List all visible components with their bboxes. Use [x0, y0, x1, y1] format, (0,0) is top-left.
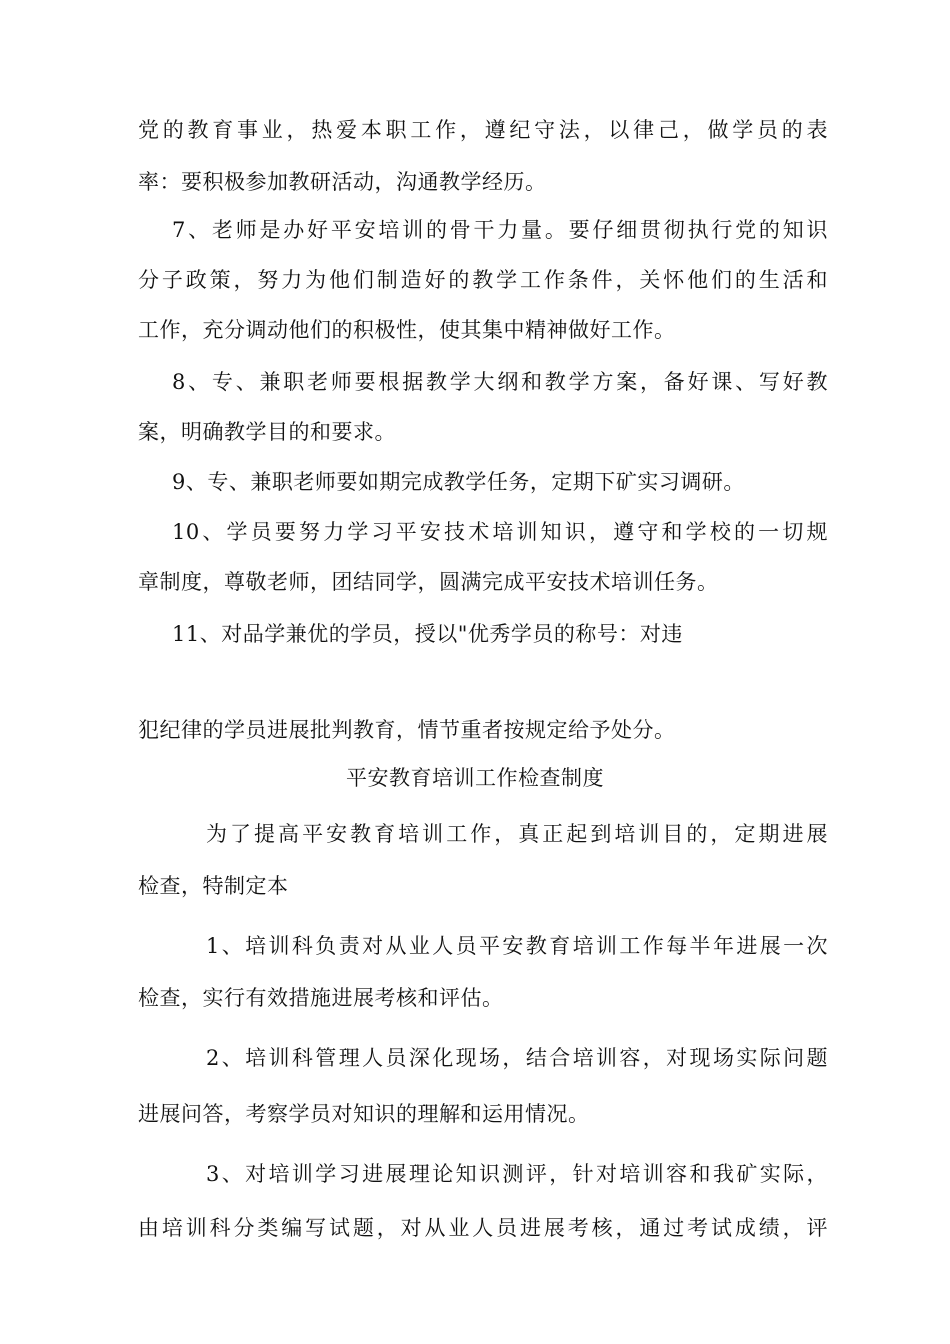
paragraph-line: 分子政策，努力为他们制造好的教学工作条件，关怀他们的生活和 — [138, 268, 828, 292]
paragraph-line: 率：要积极参加教研活动，沟通教学经历。 — [138, 170, 547, 194]
paragraph-line: 工作，充分调动他们的积极性，使其集中精神做好工作。 — [138, 318, 676, 342]
paragraph-line: 9、专、兼职老师要如期完成教学任务，定期下矿实习调研。 — [172, 470, 745, 494]
paragraph-line: 检查，特制定本 — [138, 874, 289, 898]
paragraph-line: 由培训科分类编写试题，对从业人员进展考核，通过考试成绩，评 — [138, 1216, 828, 1240]
paragraph-line: 8、专、兼职老师要根据教学大纲和教学方案，备好课、写好教 — [172, 370, 828, 394]
paragraph-line: 7、老师是办好平安培训的骨干力量。要仔细贯彻执行党的知识 — [172, 218, 828, 242]
paragraph-line: 为了提高平安教育培训工作，真正起到培训目的，定期进展 — [206, 822, 828, 846]
paragraph-line: 10、学员要努力学习平安技术培训知识，遵守和学校的一切规 — [172, 520, 828, 544]
paragraph-line: 1、培训科负责对从业人员平安教育培训工作每半年进展一次 — [206, 934, 828, 958]
paragraph-line: 进展问答，考察学员对知识的理解和运用情况。 — [138, 1102, 590, 1126]
section-title: 平安教育培训工作检查制度 — [346, 766, 604, 790]
paragraph-line: 案，明确教学目的和要求。 — [138, 420, 396, 444]
paragraph-line: 2、培训科管理人员深化现场，结合培训容，对现场实际问题 — [206, 1046, 828, 1070]
paragraph-line: 犯纪律的学员进展批判教育，情节重者按规定给予处分。 — [138, 718, 676, 742]
paragraph-line: 章制度，尊敬老师，团结同学，圆满完成平安技术培训任务。 — [138, 570, 719, 594]
paragraph-line: 检查，实行有效措施进展考核和评估。 — [138, 986, 504, 1010]
paragraph-line: 11、对品学兼优的学员，授以"优秀学员的称号：对违 — [172, 622, 683, 646]
paragraph-line: 3、对培训学习进展理论知识测评，针对培训容和我矿实际， — [206, 1162, 828, 1186]
paragraph-line: 党的教育事业，热爱本职工作，遵纪守法，以律己，做学员的表 — [138, 118, 828, 142]
